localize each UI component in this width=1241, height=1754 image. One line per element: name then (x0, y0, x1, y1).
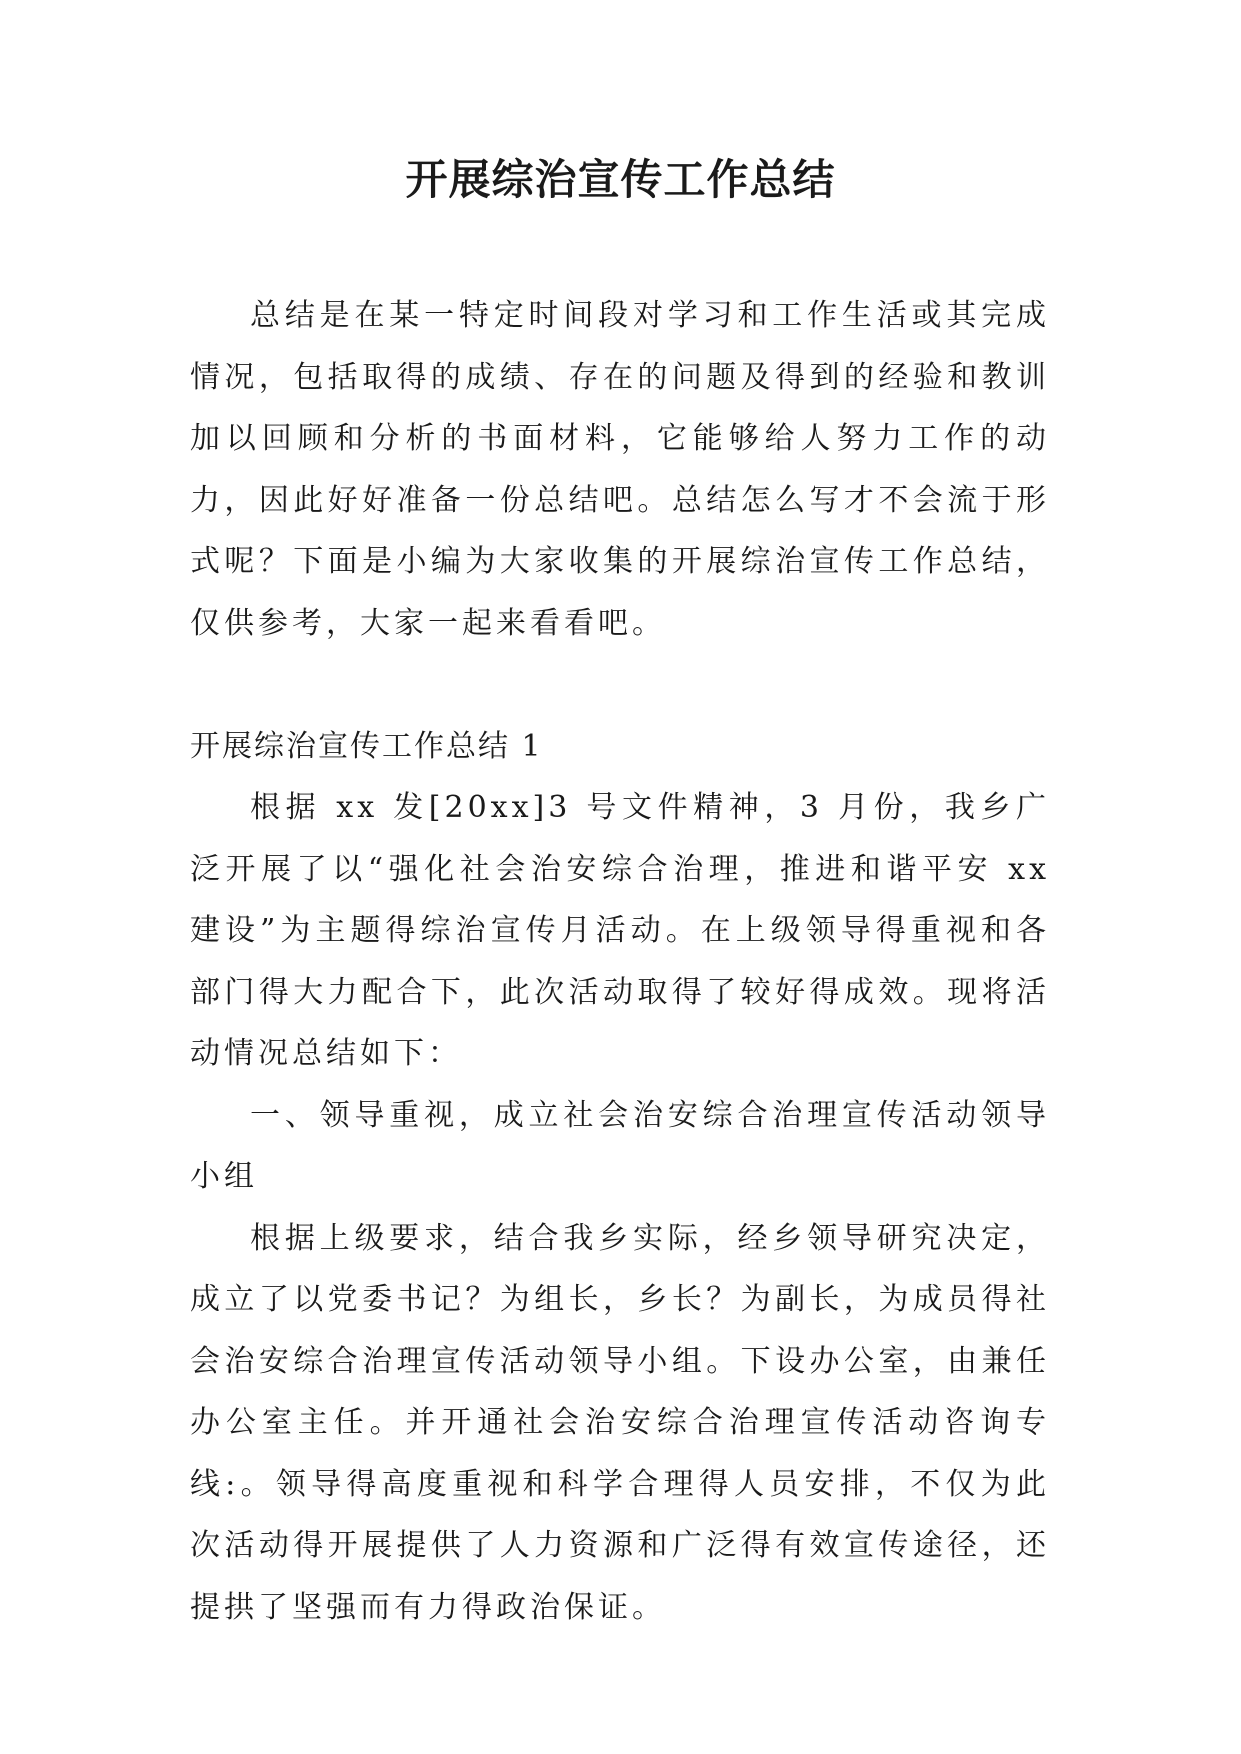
subheading-paragraph: 一、领导重视，成立社会治安综合治理宣传活动领导小组 (190, 1097, 1050, 1194)
body-paragraph-1: 根据 xx 发[20xx]3 号文件精神，3 月份，我乡广泛开展了以“强化社会治安综合治理，推进和谐平安 xx 建设”为主题得综治宣传月活动。在上级领导得重视和各部门得大力配合下，此次活动取得了较好得成效。现将活动情况总结如下： (190, 790, 1050, 1071)
document-body (190, 285, 1050, 1638)
document-title: 开展综治宣传工作总结 (405, 155, 836, 204)
section-heading: 开展综治宣传工作总结 1 (190, 728, 543, 764)
body-paragraph-2: 根据上级要求，结合我乡实际，经乡领导研究决定，成立了以党委书记？为组长，乡长？为副长，为成员得社会治安综合治理宣传活动领导小组。下设办公室，由兼任办公室主任。并开通社会治安综合治理宣传活动咨询专线:。领导得高度重视和科学合理得人员安排，不仅为此次活动得开展提供了人力资源和广泛得有效宣传途径，还提拱了坚强而有力得政治保证。 (190, 1220, 1050, 1625)
intro-paragraph: 总结是在某一特定时间段对学习和工作生活或其完成情况，包括取得的成绩、存在的问题及得到的经验和教训加以回顾和分析的书面材料，它能够给人努力工作的动力，因此好好准备一份总结吧。总结怎么写才不会流于形式呢？下面是小编为大家收集的开展综治宣传工作总结，仅供参考，大家一起来看看吧。 (190, 298, 1050, 641)
